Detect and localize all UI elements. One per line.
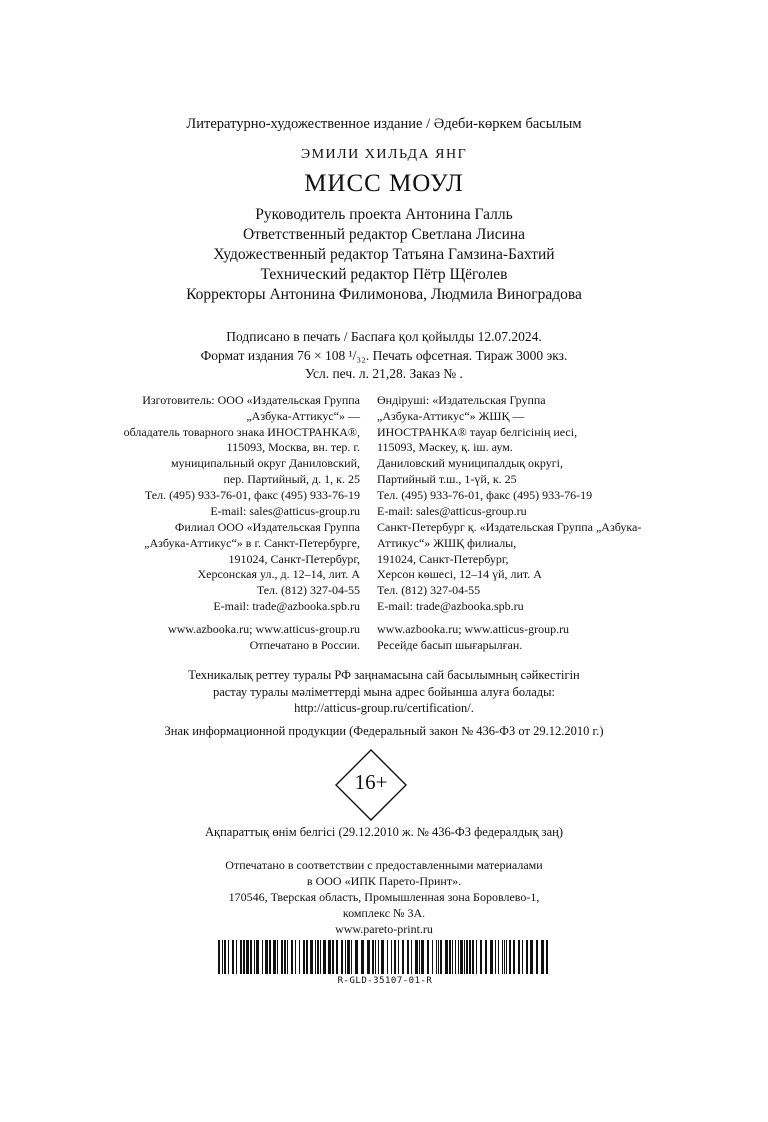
branch-kz-line: Аттикус“» ЖШҚ филиалы, — [377, 535, 517, 550]
barcode-number: R-GLD-35107-01-R — [337, 976, 433, 986]
printer-line: в ООО «ИПК Парето-Принт». — [306, 874, 462, 888]
barcode — [216, 940, 554, 974]
branch-kz-line: 191024, Санкт-Петербург, — [377, 551, 509, 566]
staff-line: Ответственный редактор Светлана Лисина — [242, 226, 526, 243]
printer-line: Отпечатано в соответствии с предоставленными материалами — [225, 858, 543, 872]
age-rating-label: 16+ — [354, 770, 388, 794]
series-line: Литературно-художественное издание / Әдеби-көркем басылым — [186, 116, 582, 132]
branch-kz-line: E-mail: trade@azbooka.spb.ru — [377, 598, 524, 613]
web-kz — [377, 622, 569, 654]
manufacturer-kz-line: Тел. (495) 933-76-01, факс (495) 933-76-19 — [377, 487, 593, 502]
branch-kz-line: Санкт-Петербург қ. «Издательская Группа „Азбука- — [377, 520, 642, 534]
printer-info — [0, 857, 768, 937]
branch-ru-line: Филиал ООО «Издательская Группа — [174, 520, 360, 534]
manufacturer-ru — [124, 393, 360, 519]
author-name: ЭМИЛИ ХИЛЬДА ЯНГ — [300, 147, 468, 162]
print-sheets: Усл. печ. л. 21,28. Заказ № . — [305, 366, 463, 381]
branch-kz — [377, 520, 641, 615]
manufacturer-kz — [377, 393, 592, 519]
staff-line: Корректоры Антонина Филимонова, Людмила Виноградова — [186, 286, 582, 303]
print-info — [0, 328, 768, 384]
branch-ru — [144, 520, 360, 615]
manufacturer-ru-line: Тел. (495) 933-76-01, факс (495) 933-76-19 — [144, 487, 360, 502]
certification-note — [0, 667, 768, 717]
print-format: Формат издания 76 × 108 ¹/₃₂. Печать офсетная. Тираж 3000 экз. — [200, 347, 568, 363]
branch-ru-line: „Азбука-Аттикус“» в г. Санкт-Петербурге, — [144, 535, 360, 550]
manufacturer-ru-line: E-mail: sales@atticus-group.ru — [210, 503, 360, 518]
web-ru — [168, 622, 360, 654]
certification-line: растау туралы мәліметтерді мына адрес бойынша алуға болады: — [212, 684, 556, 699]
manufacturer-ru-line: пер. Партийный, д. 1, к. 25 — [223, 471, 360, 486]
staff-line: Художественный редактор Татьяна Гамзина-Бахтий — [213, 246, 555, 263]
manufacturer-ru-line: „Азбука-Аттикус“» — — [246, 408, 360, 423]
manufacturer-ru-line: муниципальный округ Даниловский, — [170, 456, 360, 471]
web-kz-line: www.azbooka.ru; www.atticus-group.ru — [377, 622, 570, 636]
manufacturer-ru-line: обладатель товарного знака ИНОСТРАНКА®, — [123, 424, 360, 439]
manufacturer-kz-line: ИНОСТРАНКА® тауар белгісінің иесі, — [377, 424, 578, 439]
printer-line: www.pareto-print.ru — [335, 922, 433, 936]
printer-line: 170546, Тверская область, Промышленная зона Боровлево-1, — [228, 890, 540, 904]
manufacturer-kz-line: „Азбука-Аттикус“» ЖШҚ — — [377, 408, 525, 423]
branch-ru-line: E-mail: trade@azbooka.spb.ru — [213, 598, 360, 613]
web-kz-line: Ресейде басып шығарылған. — [377, 637, 523, 652]
editorial-staff — [0, 205, 768, 305]
branch-ru-line: Тел. (812) 327-04-55 — [256, 583, 360, 598]
branch-ru-line: 191024, Санкт-Петербург, — [228, 551, 360, 566]
age-rating-badge — [334, 748, 408, 822]
branch-ru-line: Херсонская ул., д. 12–14, лит. А — [197, 567, 360, 582]
info-sign-ru: Знак информационной продукции (Федеральный закон № 436-ФЗ от 29.12.2010 г.) — [164, 724, 604, 738]
manufacturer-kz-line: Партийный т.ш., 1-үй, к. 25 — [377, 471, 517, 486]
manufacturer-kz-line: Даниловский муниципалдық округі, — [377, 456, 563, 471]
staff-line: Технический редактор Пётр Щёголев — [260, 266, 508, 283]
print-signed: Подписано в печать / Баспаға қол қойылды 12.07.2024. — [226, 329, 542, 344]
certification-line: http://atticus-group.ru/certification/. — [294, 701, 474, 715]
manufacturer-kz-line: Өндіруші: «Издательская Группа — [377, 393, 546, 407]
manufacturer-kz-line: E-mail: sales@atticus-group.ru — [377, 503, 527, 518]
book-title: МИСС МОУЛ — [304, 170, 464, 197]
manufacturer-kz-line: 115093, Мәскеу, қ. іш. аум. — [377, 440, 513, 455]
branch-kz-line: Херсон көшесі, 12–14 үй, лит. А — [377, 567, 542, 582]
printer-line: комплекс № 3А. — [342, 906, 426, 920]
branch-kz-line: Тел. (812) 327-04-55 — [377, 583, 481, 598]
info-sign-kz: Ақпараттық өнім белгісі (29.12.2010 ж. № 436-ФЗ федералдық заң) — [205, 825, 563, 839]
manufacturer-ru-line: 115093, Москва, вн. тер. г. — [226, 440, 360, 455]
web-ru-line: www.azbooka.ru; www.atticus-group.ru — [167, 622, 360, 636]
certification-line: Техникалық реттеу туралы РФ заңнамасына сай басылымның сәйкестігін — [188, 668, 580, 682]
staff-line: Руководитель проекта Антонина Галль — [255, 206, 513, 223]
web-ru-line: Отпечатано в России. — [249, 637, 360, 652]
manufacturer-ru-line: Изготовитель: ООО «Издательская Группа — [142, 393, 360, 407]
